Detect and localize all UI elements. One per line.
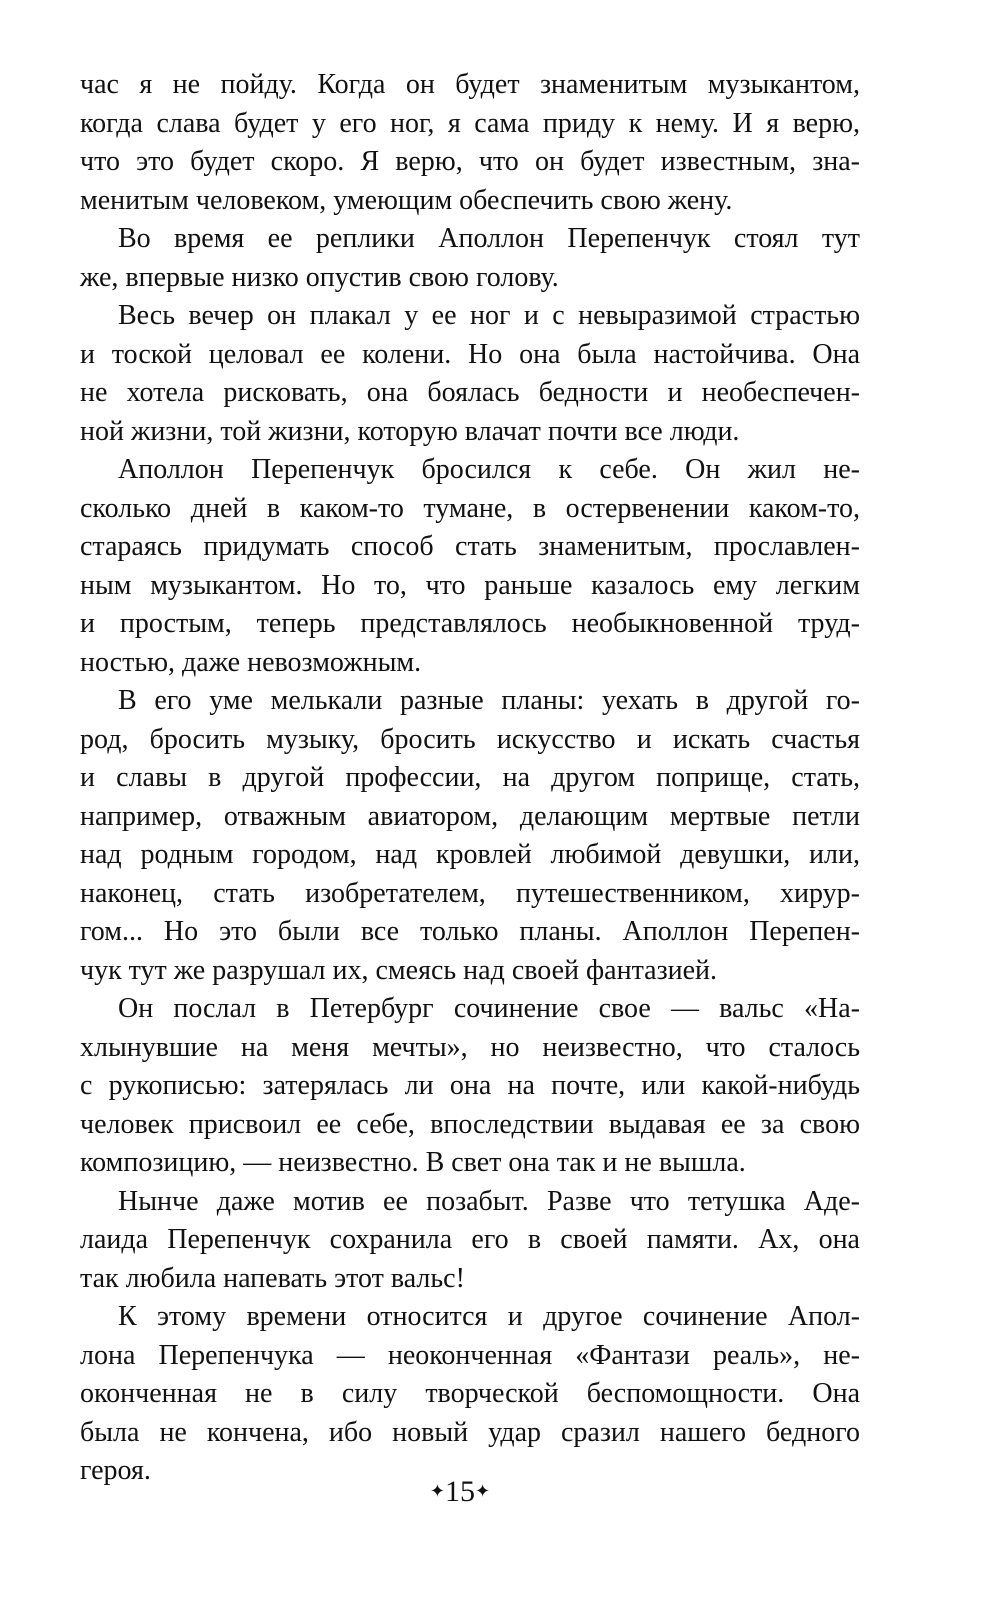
paragraph [80,451,860,682]
text-line: композицию, — неизвестно. В свет она так и не вышла. [80,1147,746,1178]
ornament-right-icon: ✦ [475,1480,491,1501]
text-line: Аполлон Перепенчук бросился к себе. Он жил не- [118,454,860,485]
paragraph [80,297,860,451]
text-line: гом... Но это были все только планы. Аполлон Перепен- [80,916,860,947]
text-line: В его уме мелькали разные планы: уехать в другой го- [118,685,860,716]
text-line: например, отважным авиатором, делающим мертвые петли [80,800,860,832]
text-line: род, бросить музыку, бросить искусство и искать счастья [80,723,860,755]
text-line: оконченная не в силу творческой беспомощности. Она [80,1378,860,1409]
page-number-value: 15 [445,1475,475,1508]
paragraph [80,1183,860,1299]
text-line: и славы в другой профессии, на другом поприще, стать, [80,762,860,793]
text-line: сколько дней в каком-то тумане, в остервенении каком-то, [80,492,860,524]
paragraph [80,220,860,297]
text-line: Во время ее реплики Аполлон Перепенчук стоял тут [118,223,860,254]
text-line: ным музыкантом. Но то, что раньше казалось ему легким [80,569,860,601]
text-line: когда слава будет у его ног, я сама приду к нему. И я верю, [80,107,860,139]
page-number [0,1475,920,1509]
text-line: стараясь придумать способ стать знаменитым, прославлен- [80,531,860,562]
text-line: что это будет скоро. Я верю, что он будет известным, зна- [80,146,860,177]
text-line: героя. [80,1455,151,1486]
text-line: человек присвоил ее себе, впоследствии выдавая ее за свою [80,1108,860,1140]
text-line: К этому времени относится и другое сочинение Апол- [118,1301,860,1332]
text-line: так любила напевать этот вальс! [80,1262,465,1294]
text-line: час я не пойду. Когда он будет знаменитым музыкантом, [80,69,860,100]
text-line: над родным городом, над кровлей любимой девушки, или, [80,839,860,870]
text-line: лона Перепенчука — неоконченная «Фантази реаль», не- [80,1339,860,1371]
paragraph [80,682,860,990]
text-line: лаида Перепенчук сохранила его в своей памяти. Ах, она [80,1224,860,1255]
text-line: и тоской целовал ее колени. Но она была настойчива. Она [80,338,860,370]
text-line: и простым, теперь представлялось необыкновенной труд- [80,608,860,639]
text-line: хлынувшие на меня мечты», но неизвестно, что сталось [80,1031,860,1063]
text-line: была не кончена, ибо новый удар сразил нашего бедного [80,1416,860,1448]
text-line: чук тут же разрушал их, смеясь над своей фантазией. [80,954,718,986]
text-line: не хотела рисковать, она боялась бедности и необеспечен- [80,377,860,408]
paragraph [80,1298,860,1491]
text-line: же, впервые низко опустив свою голову. [80,261,559,293]
paragraph [80,66,860,220]
text-line: наконец, стать изобретателем, путешественником, хирур- [80,877,860,909]
paragraph [80,990,860,1183]
text-line: с рукописью: затерялась ли она на почте, или какой-нибудь [80,1070,860,1101]
body-text [80,66,860,1491]
text-line: Нынче даже мотив ее позабыт. Разве что тетушка Аде- [118,1185,860,1217]
text-line: Весь вечер он плакал у ее ног и с невыразимой страстью [118,300,860,331]
text-line: ной жизни, той жизни, которую влачат почти все люди. [80,415,740,447]
text-line: Он послал в Петербург сочинение свое — вальс «На- [118,993,860,1024]
text-line: ностью, даже невозможным. [80,646,422,678]
ornament-left-icon: ✦ [429,1480,445,1501]
text-line: менитым человеком, умеющим обеспечить свою жену. [80,184,733,216]
